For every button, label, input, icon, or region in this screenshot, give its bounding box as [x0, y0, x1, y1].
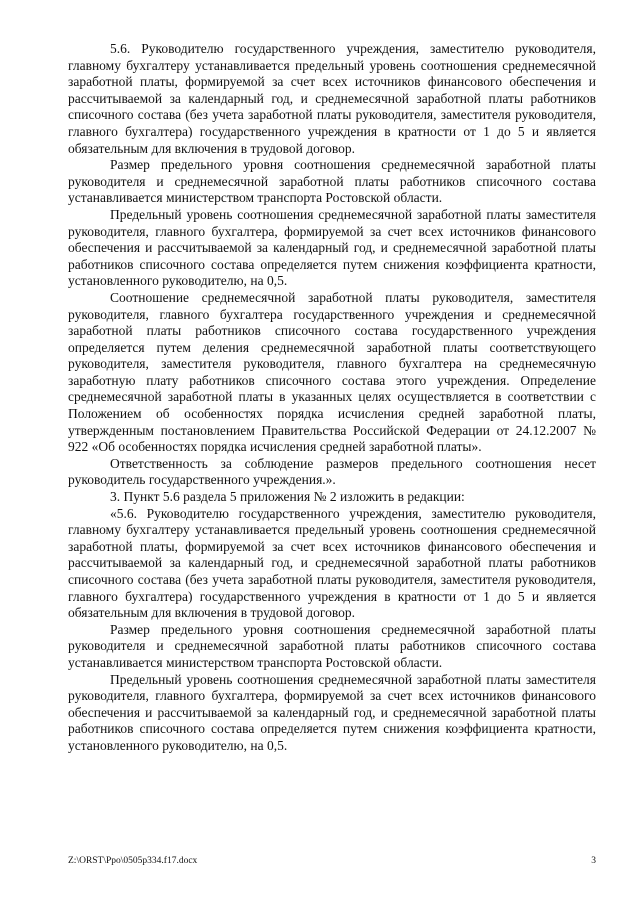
paragraph-new-5-6: «5.6. Руководителю государственного учреждения, заместителю руководителя, главному бухгалтеру устанавливается предельный уровень соотношения среднемесячной заработной платы, формируемой за счет всех источников финансового обеспечения и рассчитываемой за календарный год, и среднемесячной заработной платы работников списочного состава (без учета заработной платы руководителя, заместителя руководителя, главного бухгалтера) государственного учреждения в кратности от 1 до 5 и является обязательным для включения в трудовой договор.: [68, 505, 596, 621]
paragraph-deputy-limit: Предельный уровень соотношения среднемесячной заработной платы заместителя руководителя, главного бухгалтера, формируемой за счет всех источников финансового обеспечения и рассчитываемой за календарный год, и среднемесячной заработной платы работников списочного состава определяется путем снижения коэффициента кратности, установленного руководителю, на 0,5.: [68, 206, 596, 289]
paragraph-ratio-size: Размер предельного уровня соотношения среднемесячной заработной платы руководителя и среднемесячной заработной платы работников списочного состава устанавливается министерством транспорта Ростовской области.: [68, 157, 596, 206]
paragraph-item-3: 3. Пункт 5.6 раздела 5 приложения № 2 изложить в редакции:: [110, 489, 465, 505]
page-number: 3: [591, 856, 596, 866]
paragraph-responsibility: Ответственность за соблюдение размеров предельного соотношения несет руководитель государственного учреждения.».: [68, 455, 596, 488]
paragraph-ratio-calculation: Соотношение среднемесячной заработной платы руководителя, заместителя руководителя, главного бухгалтера государственного учреждения и среднемесячной заработной платы работников списочного состава государственного учреждения определяется путем деления среднемесячной заработной платы соответствующего руководителя, заместителя руководителя, главного бухгалтера на среднемесячную заработную плату работников списочного состава этого учреждения. Определение среднемесячной заработной платы в указанных целях осуществляется в соответствии с Положением об особенностях порядка исчисления средней заработной платы, утвержденным постановлением Правительства Российской Федерации от 24.12.2007 № 922 «Об особенностях порядка исчисления средней заработной платы».: [68, 289, 596, 455]
paragraph-5-6: 5.6. Руководителю государственного учреждения, заместителю руководителя, главному бухгалтеру устанавливается предельный уровень соотношения среднемесячной заработной платы, формируемой за счет всех источников финансового обеспечения и рассчитываемой за календарный год, и среднемесячной заработной платы работников списочного состава (без учета заработной платы руководителя, заместителя руководителя, главного бухгалтера) государственного учреждения в кратности от 1 до 5 и является обязательным для включения в трудовой договор.: [68, 41, 596, 156]
footer-file-path: Z:\ORST\Ppo\0505p334.f17.docx: [68, 856, 198, 866]
paragraph-new-ratio-size: Размер предельного уровня соотношения среднемесячной заработной платы руководителя и среднемесячной заработной платы работников списочного состава устанавливается министерством транспорта Ростовской области.: [68, 621, 596, 670]
document-body: [68, 41, 596, 755]
paragraph-new-deputy-limit: Предельный уровень соотношения среднемесячной заработной платы заместителя руководителя, главного бухгалтера, формируемой за счет всех источников финансового обеспечения и рассчитываемой за календарный год, и среднемесячной заработной платы работников списочного состава определяется путем снижения коэффициента кратности, установленного руководителю, на 0,5.: [68, 671, 596, 753]
